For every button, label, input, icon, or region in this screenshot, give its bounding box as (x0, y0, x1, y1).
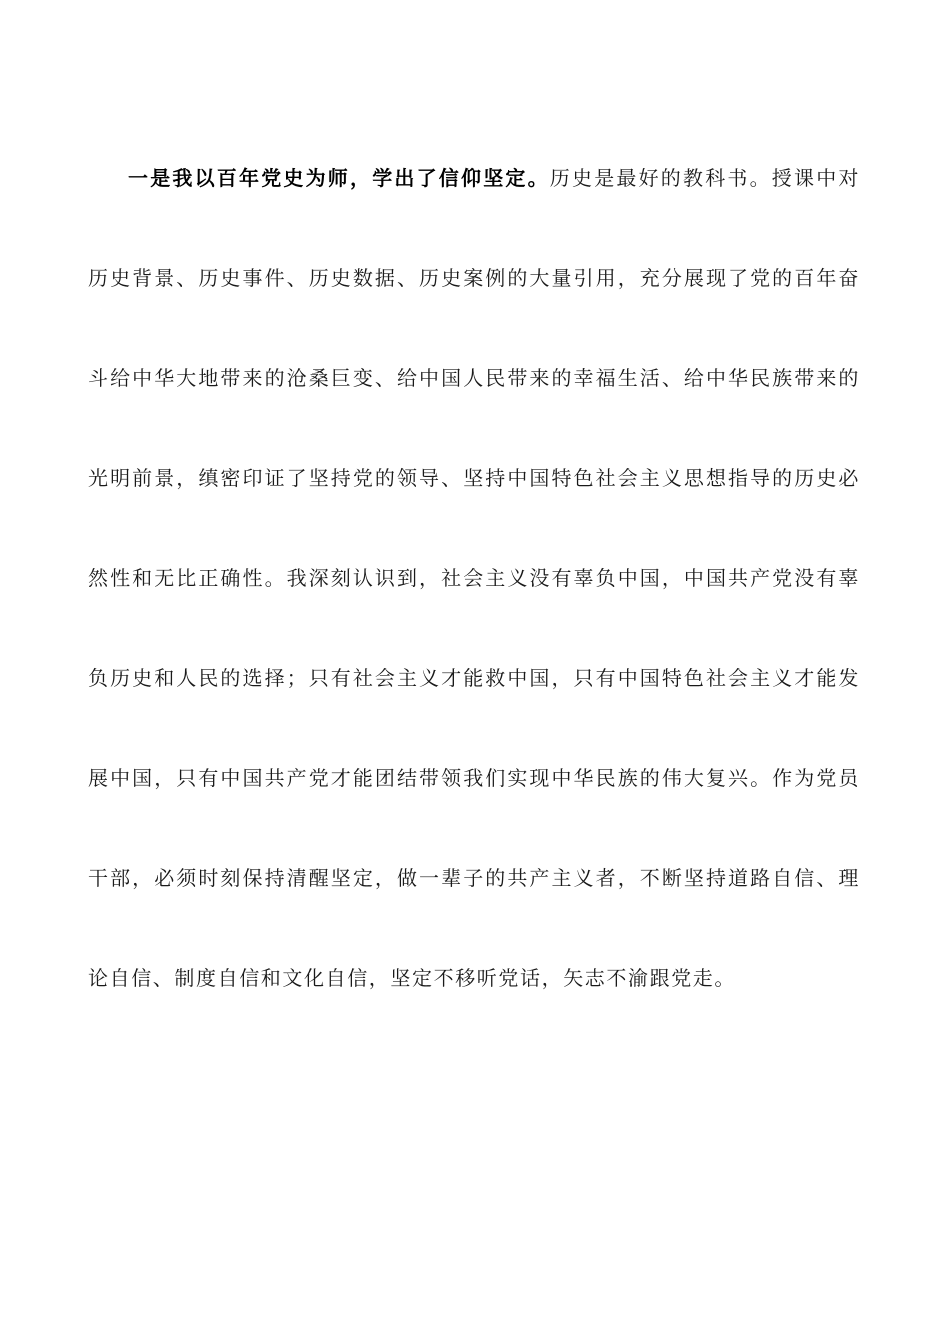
paragraph-body-text: 历史是最好的教科书。授课中对历史背景、历史事件、历史数据、历史案例的大量引用，充分展现了党的百年奋斗给中华大地带来的沧桑巨变、给中国人民带来的幸福生活、给中华民族带来的光明前景，缜密印证了坚持党的领导、坚持中国特色社会主义思想指导的历史必然性和无比正确性。我深刻认识到，社会主义没有辜负中国，中国共产党没有辜负历史和人民的选择；只有社会主义才能救中国，只有中国特色社会主义才能发展中国，只有中国共产党才能团结带领我们实现中华民族的伟大复兴。作为党员干部，必须时刻保持清醒坚定，做一辈子的共产主义者，不断坚持道路自信、理论自信、制度自信和文化自信，坚定不移听党话，矢志不渝跟党走。 (88, 166, 860, 990)
paragraph-lead-sentence: 一是我以百年党史为师，学出了信仰坚定。 (128, 166, 550, 190)
body-paragraph (88, 128, 860, 1028)
